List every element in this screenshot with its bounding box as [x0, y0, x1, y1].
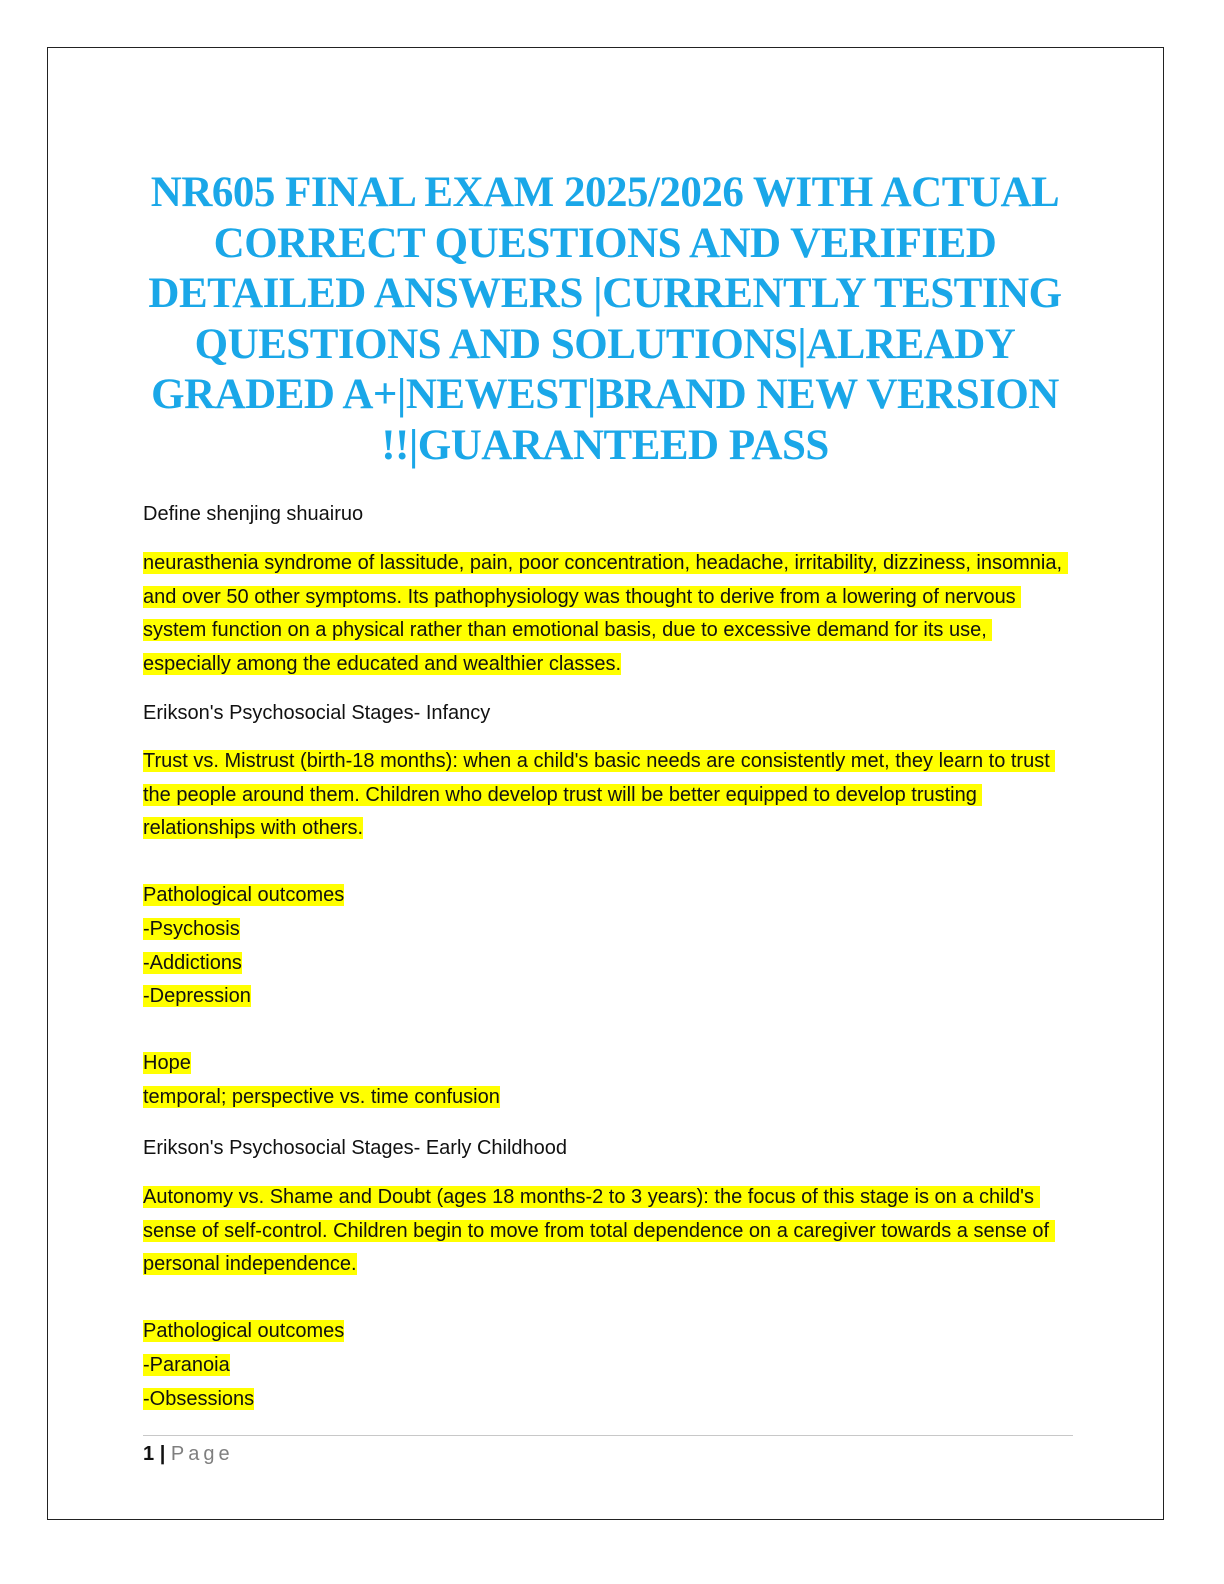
answer-3: [143, 1181, 1078, 1416]
question-1: Define shenjing shuairuo: [143, 503, 364, 525]
answer-1: [143, 547, 1078, 681]
footer-divider: [143, 1435, 1073, 1436]
page-separator: |: [159, 1443, 166, 1465]
answer-2: [143, 745, 1078, 1115]
page-number: 1: [143, 1443, 155, 1465]
document-title: NR605 FINAL EXAM 2025/2026 WITH ACTUAL CORRECT QUESTIONS AND VERIFIED DETAILED ANSWERS |CURRENTLY TESTING QUESTIONS AND SOLUTIONS|ALREADY GRADED A+|NEWEST|BRAND NEW VERSION !!|GUARANTEED PASS: [148, 169, 1062, 469]
page-footer: [143, 1441, 234, 1467]
question-3: Erikson's Psychosocial Stages- Early Childhood: [143, 1137, 568, 1159]
answer-2-text: Trust vs. Mistrust (birth-18 months): when a child's basic needs are consistently met, they learn to trust the people around them. Children who develop trust will be better equipped to develop trusting relationships with others. Pathological outcomes -Psychosis -Addictions -Depression Hope temporal; perspective vs. time confusion: [143, 750, 1055, 1108]
answer-1-text: neurasthenia syndrome of lassitude, pain, poor concentration, headache, irritability, dizziness, insomnia, and over 50 other symptoms. Its pathophysiology was thought to derive from a lowering of nervous system function on a physical rather than emotional basis, due to excessive demand for its use, especially among the educated and wealthier classes.: [143, 552, 1068, 675]
question-2: Erikson's Psychosocial Stages- Infancy: [143, 702, 491, 724]
page-label: Page: [170, 1443, 234, 1465]
answer-3-text: Autonomy vs. Shame and Doubt (ages 18 months-2 to 3 years): the focus of this stage is on a child's sense of self-control. Children begin to move from total dependence on a caregiver towards a sense of personal independence. Pathological outcomes -Paranoia -Obsessions: [143, 1186, 1055, 1410]
